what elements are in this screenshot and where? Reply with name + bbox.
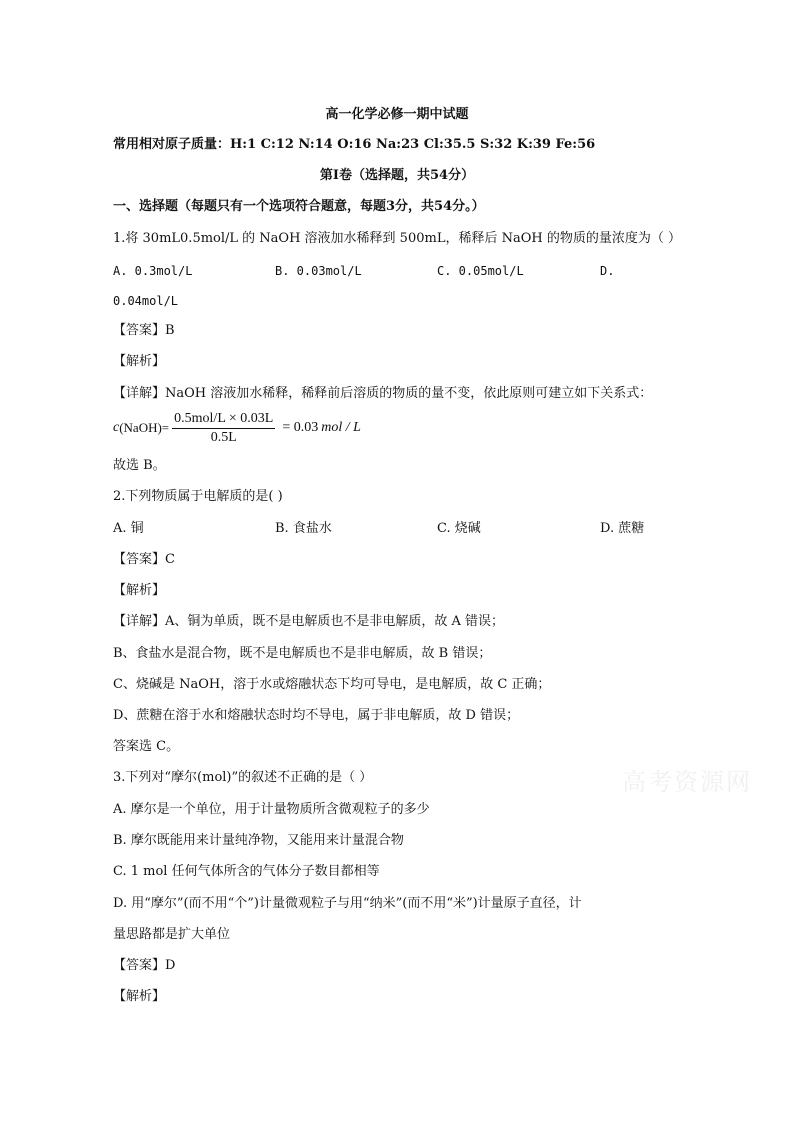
q3-answer: 【答案】D: [113, 958, 176, 973]
q1-answer: 【答案】B: [113, 323, 175, 338]
q1-formula: [113, 408, 361, 448]
q1-stem: 1.将 30mL0.5mol/L 的 NaOH 溶液加水稀释到 500mL，稀释后 NaOH 的物质的量浓度为（ ）: [113, 231, 681, 246]
q1-option-d: D.: [600, 264, 615, 278]
section-header: 一、选择题（每题只有一个选项符合题意，每题3分，共54分。）: [113, 199, 485, 214]
formula-numerator: 0.5mol/L × 0.03L: [172, 411, 275, 429]
q2-option-d: D. 蔗糖: [600, 521, 645, 536]
q1-option-b: B. 0.03mol/L: [275, 264, 362, 278]
q2-option-b: B. 食盐水: [275, 521, 332, 536]
formula-denominator: 0.5L: [210, 429, 237, 445]
q1-option-a: A. 0.3mol/L: [113, 264, 193, 278]
watermark: 高考资源网: [622, 768, 752, 796]
q3-stem: 3.下列对“摩尔(mol)”的叙述不正确的是（ ）: [113, 770, 373, 785]
q1-detail: 【详解】NaOH 溶液加水稀释，稀释前后溶质的物质的量不变，依此原则可建立如下关系式：: [113, 386, 653, 401]
q1-analysis: 【解析】: [113, 354, 166, 369]
q2-option-c: C. 烧碱: [437, 521, 481, 536]
q3-option-b: B. 摩尔既能用来计量纯净物，又能用来计量混合物: [113, 833, 404, 848]
q3-option-d-line1: D. 用“摩尔”(而不用“个”)计量微观粒子与用“纳米”(而不用“米”)计量原子直径，计: [113, 896, 582, 911]
q2-detail-a: 【详解】A、铜为单质，既不是电解质也不是非电解质，故 A 错误；: [113, 614, 505, 629]
q2-analysis: 【解析】: [113, 583, 166, 598]
q2-detail-b: B、食盐水是混合物，既不是电解质也不是非电解质，故 B 错误；: [113, 646, 492, 661]
q1-conclusion: 故选 B。: [113, 458, 166, 473]
q2-option-a: A. 铜: [113, 521, 144, 536]
formula-c: c: [113, 420, 120, 435]
q2-answer: 【答案】C: [113, 552, 175, 567]
formula-lhs: (NaOH)=: [119, 420, 170, 435]
q2-conclusion: 答案选 C。: [113, 739, 180, 754]
q3-option-a: A. 摩尔是一个单位，用于计量物质所含微观粒子的多少: [113, 802, 430, 817]
q3-option-c: C. 1 mol 任何气体所含的气体分子数目都相等: [113, 864, 380, 879]
q1-option-d-wrap: 0.04mol/L: [113, 294, 179, 308]
formula-unit: mol / L: [321, 420, 361, 435]
page-title: 高一化学必修一期中试题: [325, 107, 469, 122]
q2-stem: 2.下列物质属于电解质的是( ): [113, 489, 283, 504]
q3-analysis: 【解析】: [113, 989, 166, 1004]
q2-detail-c: C、烧碱是 NaOH，溶于水或熔融状态下均可导电，是电解质，故 C 正确；: [113, 677, 551, 692]
formula-fraction: [172, 411, 275, 446]
formula-equals: = 0.03: [282, 420, 319, 435]
q1-option-c: C. 0.05mol/L: [437, 264, 524, 278]
atomic-masses: 常用相对原子质量：H:1 C:12 N:14 O:16 Na:23 Cl:35.5 S:32 K:39 Fe:56: [113, 137, 596, 152]
q2-detail-d: D、蔗糖在溶于水和熔融状态时均不导电，属于非电解质，故 D 错误；: [113, 708, 520, 723]
q3-option-d-line2: 量思路都是扩大单位: [113, 927, 231, 942]
volume-header: 第Ⅰ卷（选择题，共54分）: [319, 168, 475, 183]
